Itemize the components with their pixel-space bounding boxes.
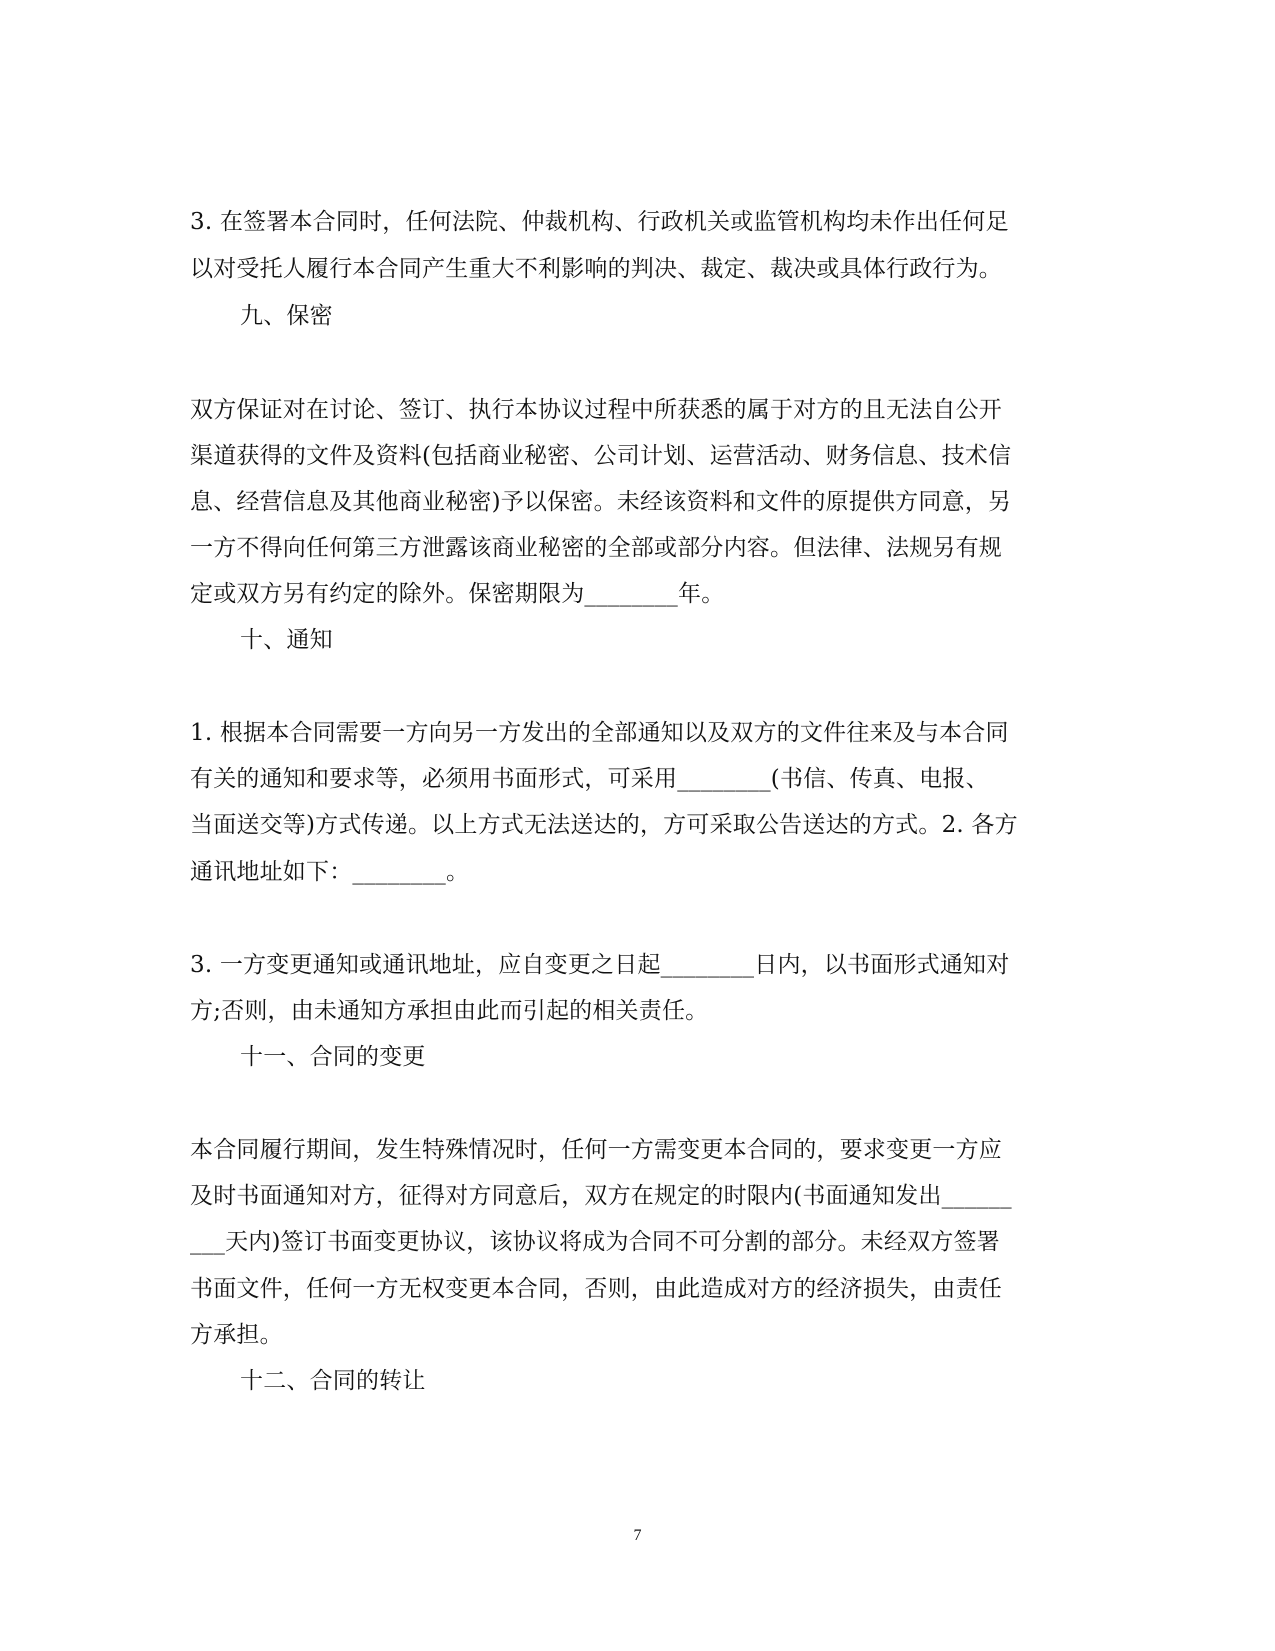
section-heading: 十、通知	[240, 627, 333, 653]
text-line: ___天内)签订书面变更协议，该协议将成为合同不可分割的部分。未经双方签署	[190, 1229, 1000, 1255]
text-line: 以对受托人履行本合同产生重大不利影响的判决、裁定、裁决或具体行政行为。	[190, 256, 1002, 282]
section-heading: 十二、合同的转让	[240, 1368, 426, 1394]
section-heading: 十一、合同的变更	[240, 1044, 426, 1070]
text-line: 双方保证对在讨论、签订、执行本协议过程中所获悉的属于对方的且无法自公开	[190, 397, 1002, 423]
text-line: 通讯地址如下：________。	[190, 859, 470, 885]
text-line: 书面文件，任何一方无权变更本合同，否则，由此造成对方的经济损失，由责任	[190, 1276, 1002, 1302]
text-line: 方;否则，由未通知方承担由此而引起的相关责任。	[190, 998, 709, 1024]
text-line: 渠道获得的文件及资料(包括商业秘密、公司计划、运营活动、财务信息、技术信	[190, 443, 1012, 469]
text-line: 1. 根据本合同需要一方向另一方发出的全部通知以及双方的文件往来及与本合同	[190, 720, 1009, 746]
text-line: 3. 在签署本合同时，任何法院、仲裁机构、行政机关或监管机构均未作出任何足	[190, 209, 1009, 235]
text-line: 3. 一方变更通知或通讯地址，应自变更之日起________日内，以书面形式通知对	[190, 952, 1010, 978]
text-line: 有关的通知和要求等，必须用书面形式，可采用________(书信、传真、电报、	[190, 766, 989, 792]
text-line: 息、经营信息及其他商业秘密)予以保密。未经该资料和文件的原提供方同意，另	[190, 489, 1012, 515]
section-heading: 九、保密	[240, 303, 333, 329]
text-line: 定或双方另有约定的除外。保密期限为________年。	[190, 581, 725, 607]
page-number: 7	[633, 1527, 642, 1544]
text-line: 当面送交等)方式传递。以上方式无法送达的，方可采取公告送达的方式。2. 各方	[190, 812, 1018, 838]
text-line: 本合同履行期间，发生特殊情况时，任何一方需变更本合同的，要求变更一方应	[190, 1137, 1002, 1163]
text-line: 一方不得向任何第三方泄露该商业秘密的全部或部分内容。但法律、法规另有规	[190, 535, 1002, 561]
text-line: 方承担。	[190, 1322, 283, 1348]
text-line: 及时书面通知对方，征得对方同意后，双方在规定的时限内(书面通知发出______	[190, 1183, 1012, 1209]
